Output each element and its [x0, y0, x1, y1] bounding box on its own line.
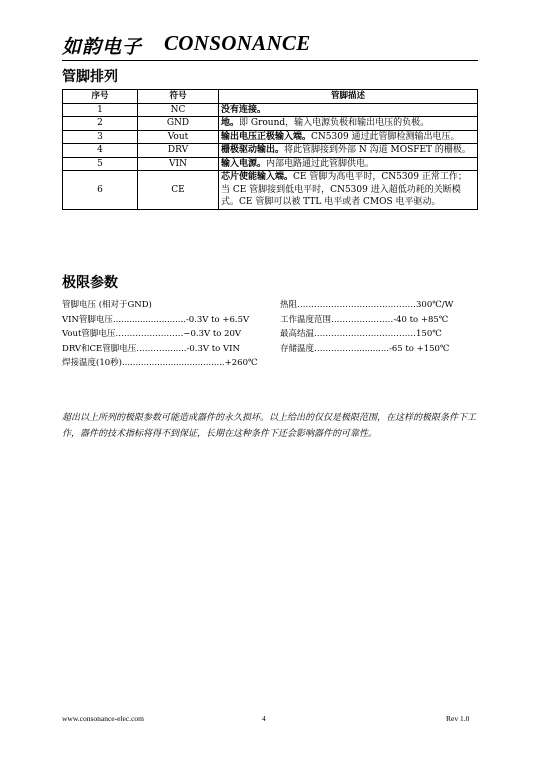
pin-description-bold: 芯片使能输入端。: [221, 172, 294, 182]
leader-dots: ...........................: [112, 314, 186, 325]
pin-symbol: GND: [138, 117, 219, 131]
pin-description-text: 即 Ground，输入电源负极和输出电压的负极。: [239, 118, 430, 128]
pin-description-text: 将此管脚接到外部 N 沟道 MOSFET 的栅极。: [284, 145, 471, 155]
limit-value: 150℃: [416, 329, 442, 339]
table-row: [63, 171, 478, 210]
leader-dots: ……………………………………: [297, 300, 417, 310]
table-row: [63, 157, 478, 171]
pin-description: [219, 103, 478, 117]
footer-page-number: 4: [262, 714, 266, 723]
limits-list-right: [280, 298, 480, 356]
warning-note: 超出以上所列的极限参数可能造成器件的永久损坏。以上给出的仅仅是极限范围，在这样的极限条件下工作，器件的技术指标将得不到保证，长期在这种条件下还会影响器件的可靠性。: [62, 413, 477, 439]
leader-dots: ………………………………: [314, 329, 417, 339]
limit-value: +260℃: [224, 358, 258, 368]
limit-value: -40 to +85℃: [393, 314, 449, 325]
pin-symbol: CE: [138, 171, 219, 210]
limits-list-left: [62, 298, 262, 371]
limit-row: [280, 327, 480, 342]
pin-number: 2: [63, 117, 138, 131]
pin-description-bold: 没有连接。: [221, 104, 267, 115]
pin-description-text: CN5309 通过此管脚检测输出电压。: [311, 131, 460, 142]
table-row: [63, 117, 478, 131]
limit-row: [280, 298, 480, 313]
limit-label: DRV和CE管脚电压: [62, 343, 137, 354]
limit-row: [62, 298, 262, 313]
limit-label: 存储温度: [280, 343, 315, 354]
brand-name-chinese: 如韵电子: [62, 36, 143, 58]
pin-description-text: 内部电路通过此管脚供电。: [266, 158, 375, 169]
limit-label: 焊接温度(10秒): [62, 358, 122, 368]
limit-label: VIN管脚电压: [62, 314, 113, 325]
pin-symbol: VIN: [138, 157, 219, 171]
limit-value: −0.3V to 20V: [183, 329, 242, 339]
pin-description-bold: 输出电压正极输入端。: [221, 131, 312, 142]
limit-row: [280, 313, 480, 328]
pin-symbol: Vout: [138, 130, 219, 144]
pin-section-title: 管脚排列: [62, 69, 118, 85]
table-row: [63, 103, 478, 117]
pin-number: 1: [63, 103, 138, 117]
limits-section-title: 极限参数: [62, 275, 118, 291]
pin-description-bold: 输入电源。: [221, 158, 267, 169]
limit-value: -0.3V to VIN: [186, 343, 240, 354]
pin-number: 3: [63, 130, 138, 144]
limit-label: 管脚电压 (相对于GND): [62, 300, 152, 310]
footer-revision: Rev 1.0: [446, 714, 470, 723]
limit-value: -0.3V to +6.5V: [185, 314, 250, 325]
pin-number: 5: [63, 157, 138, 171]
page-header: [62, 30, 478, 61]
pin-description-bold: 栅极驱动输出。: [221, 145, 285, 155]
pin-number: 4: [63, 144, 138, 158]
pin-symbol: DRV: [138, 144, 219, 158]
limit-value: 300℃/W: [416, 300, 454, 310]
pin-description: [219, 157, 478, 171]
leader-dots: ……………............: [314, 343, 389, 354]
leader-dots: …………….……: [331, 314, 394, 325]
pin-table: [62, 89, 478, 210]
pin-description: [219, 117, 478, 131]
limit-label: 热阻: [280, 300, 298, 310]
pin-description: [219, 144, 478, 158]
limit-row: [62, 313, 262, 328]
pin-description: [219, 130, 478, 144]
pin-symbol: NC: [138, 103, 219, 117]
leader-dots: …………......: [136, 343, 187, 354]
pin-table-header: [63, 90, 478, 104]
limit-row: [62, 342, 262, 357]
limit-value: -65 to +150℃: [388, 343, 450, 354]
leader-dots: ……………………: [115, 329, 184, 339]
pin-description: [219, 171, 478, 210]
limit-label: Vout管脚电压: [62, 329, 116, 339]
limit-label: 最高结温: [280, 329, 315, 339]
column-header-symbol: 符号: [138, 90, 219, 104]
pin-description-text: CE 管脚为高电平时，CN5309 正常工作；当 CE 管脚接到低电平时，CN5309 进入超低功耗的关断模式。CE 管脚可以被 TTL 电平或者 CMOS 电平驱动。: [221, 172, 467, 207]
column-header-number: 序号: [63, 90, 138, 104]
leader-dots: ......................................: [121, 358, 225, 368]
column-header-description: 管脚描述: [219, 90, 478, 104]
table-row: [63, 130, 478, 144]
limit-row: [62, 356, 262, 371]
limit-row: [62, 327, 262, 342]
limit-label: 工作温度范围: [280, 314, 332, 325]
pin-number: 6: [63, 171, 138, 210]
table-row: [63, 144, 478, 158]
brand-name-english: CONSONANCE: [164, 31, 311, 55]
limit-row: [280, 342, 480, 357]
footer-website-url: www.consonance-elec.com: [62, 714, 144, 723]
pin-description-bold: 地。: [221, 118, 240, 128]
